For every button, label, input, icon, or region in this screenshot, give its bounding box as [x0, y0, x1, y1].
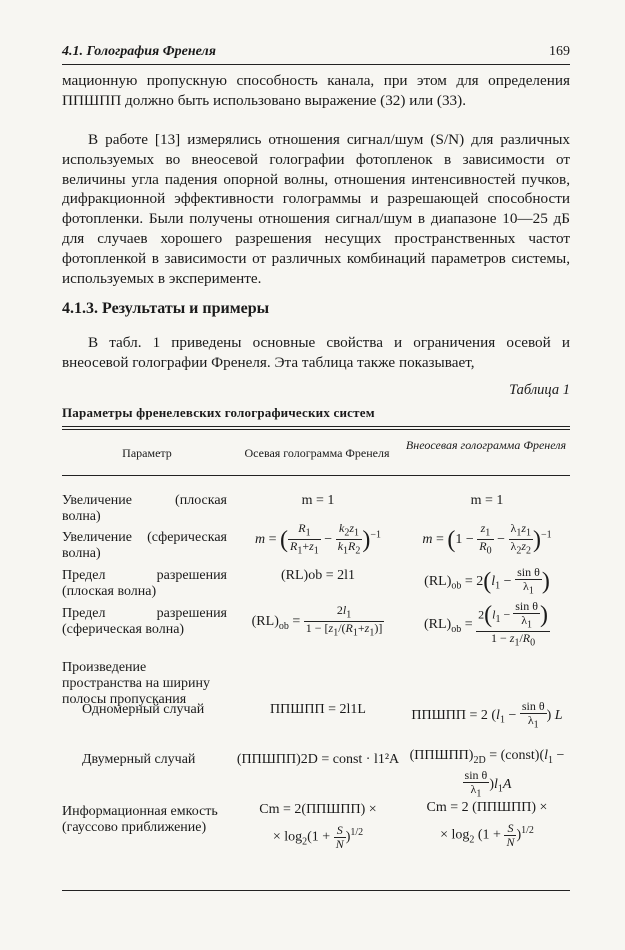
table-row-res-plane-label: Предел разрешения (плоская волна) — [62, 568, 227, 599]
table-row-mag-plane-offaxis: m = 1 — [470, 493, 504, 508]
table-row-mag-sph-label: Увеличение (сферическая волна) — [62, 530, 227, 561]
table-title: Параметры френелевских голографических систем — [62, 405, 375, 420]
subsection-heading: 4.1.3. Результаты и примеры — [62, 300, 270, 317]
running-header — [62, 44, 570, 64]
formula-2d-offaxis: $(ППШПП)_{2D}$ = $(const)(l_1$ − $\frac{\text{sin θ}}{\lambda_1}$ )$l_1A$ — [409, 748, 565, 800]
formula-res-plane-offaxis: $(RL)_{ob} = 2(l_1$ − $\frac{\text{sin θ}}{\lambda_1}$ ) — [424, 565, 550, 597]
formula-mag-sph-axial: m = ( $\frac{R_1}{R_1+z_1}$ − $\frac{k_2z_1}{k_1R_2}$ )$^{-1}$ — [254, 521, 382, 557]
paragraph-2: В работе [13] измерялись отношения сигнал/шум (S/N) для различных используемых во внеосевой голографии фотопленок в зависимости от величины угла падения опорной волны, отношения интенсивностей пучков, дифракционной эффективности голограммы и разрешающей способности фотопленки. Были получены отношения сигнал/шум в диапазоне 10—25 дБ для случаев хорошего разрешения несущих пространственных частот фотопленкой в зависимости от различных комбинаций параметров системы, используемых в эксперименте. — [62, 131, 570, 287]
table-row-1d-label: Одномерный случай — [82, 702, 205, 717]
header-rule — [62, 64, 570, 65]
table-row-res-plane-axial: (RL)ob = 2l1 — [281, 568, 355, 583]
formula-info-axial-line1: Cm = 2(ППШПП) × — [259, 802, 377, 817]
table-row-sbp-label: Произведение пространства на ширину полосы пропускания — [62, 660, 210, 707]
table-row-res-sph-label: Предел разрешения (сферическая волна) — [62, 606, 227, 637]
table-rule-top-2 — [62, 429, 570, 430]
table-rule-top — [62, 426, 570, 427]
formula-res-sph-offaxis: $(RL)_{ob}$ = $2(l_1$ − $\frac{\text{sin θ}}{\lambda_1}$ ) $1 - z_1/R_0$ — [423, 599, 548, 649]
table-row-2d-axial: (ППШПП)2D = const · l1²A — [236, 752, 400, 767]
formula-res-sph-axial: $(RL)_{ob}$ = $\frac{2l_1}{1 - [z_1/(R_1+z_1)]}$ — [251, 603, 383, 639]
page-number: 169 — [549, 44, 570, 59]
formula-1d-offaxis: ППШПП = 2 ($l_1$ − $\frac{\text{sin θ}}{\lambda_1}$ ) L — [411, 699, 563, 731]
formula-mag-sph-offaxis: m = (1 − $\frac{z_1}{R_0}$ − $\frac{\lambda_1z_1}{\lambda_2z_2}$ )$^{-1}$ — [422, 521, 552, 557]
formula-info-axial: Cm = 2(ППШПП) × × $\log_2(1$ + $\frac{S}{N}$ )$^{1/2}$ — [232, 802, 404, 851]
table-rule-header — [62, 475, 570, 476]
paragraph-1: мационную пропускную способность канала, при этом для определения ППШПП должно быть использовано выражение (32) или (33). — [62, 72, 570, 109]
formula-info-offaxis: Cm = 2 (ППШПП) × × $\log_2 (1$ + $\frac{S}{N}$ )$^{1/2}$ — [404, 800, 570, 849]
section-title: 4.1. Голография Френеля — [62, 44, 216, 59]
table-row-mag-plane-label: Увеличение (плоская волна) — [62, 493, 227, 524]
table-row-mag-plane-axial: m = 1 — [301, 493, 335, 508]
table-header-offaxis: Внеосевая голограмма Френеля — [405, 438, 567, 452]
formula-info-offaxis-line1: Cm = 2 (ППШПП) × — [426, 800, 548, 815]
table-rule-bottom — [62, 890, 570, 891]
table-row-info-label: Информационная емкость (гауссово приближение) — [62, 804, 218, 835]
table-header-axial: Осевая голограмма Френеля — [244, 446, 390, 460]
table-label: Таблица 1 — [509, 382, 570, 398]
table-row-1d-axial: ППШПП = 2l1L — [270, 702, 366, 717]
paragraph-3: В табл. 1 приведены основные свойства и ограничения осевой и внеосевой голографии Френеля. Эта таблица также показывает, — [62, 334, 570, 371]
table-header-param: Параметр — [122, 446, 172, 460]
table-row-2d-label: Двумерный случай — [82, 752, 196, 767]
